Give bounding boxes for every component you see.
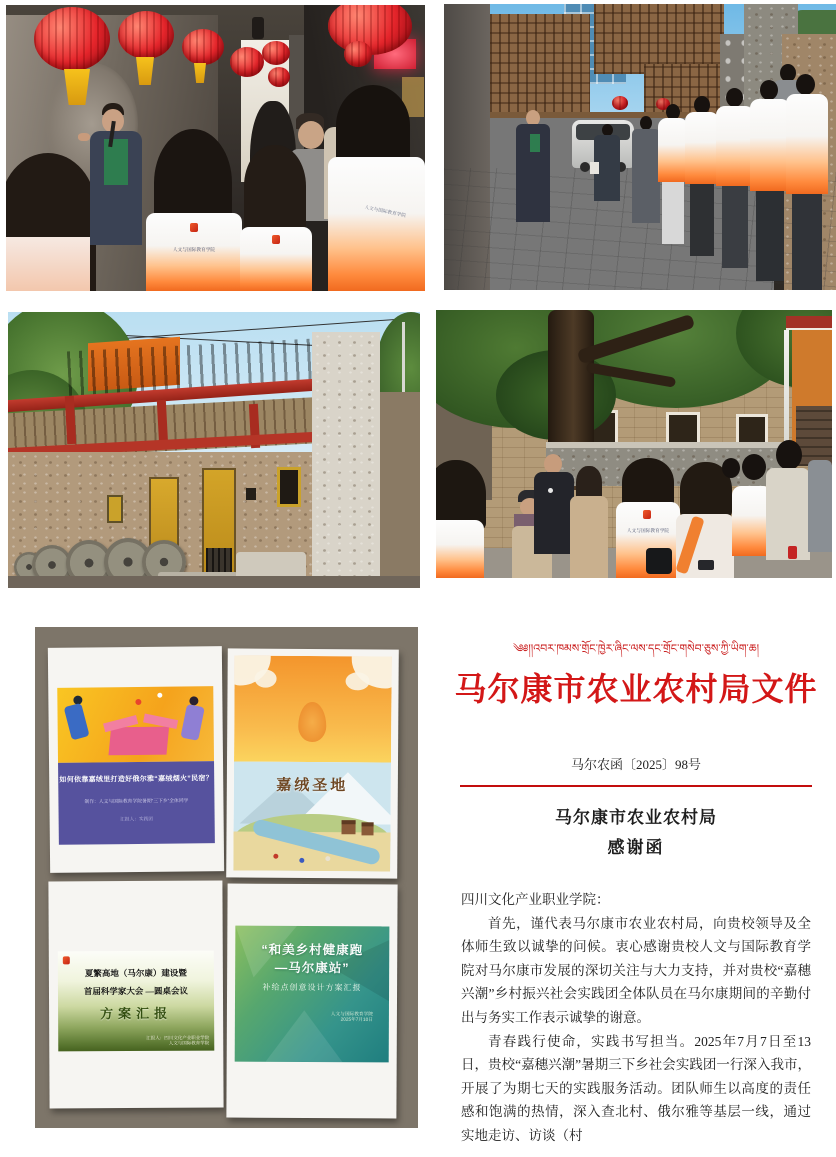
poster-subtitle: 制作：人文与国际教育学院暑期“三下乡”全体同学: [84, 798, 189, 805]
letter-body: [461, 888, 811, 1148]
man-head: [776, 440, 802, 470]
poster-title: 嘉绒圣地: [276, 777, 349, 795]
slide-byline2: 2025年7月10日: [340, 1017, 373, 1023]
document-number: 马尔农函〔2025〕98号: [570, 757, 701, 772]
red-lantern: [344, 41, 372, 67]
student-head: [760, 80, 778, 100]
person-grey: [808, 460, 832, 552]
letter-type: 感谢函: [607, 838, 665, 857]
tibetan-header: ༄༅།།འབར་ཁམས་གྲོང་ཁྱེར་ཞིང་ལས་དང་གྲོང་གསེབ་ཅུས་ཀྱི་ཡིག་ཆ།: [512, 643, 760, 655]
village-house: [361, 822, 373, 835]
poster-illustration: [57, 686, 214, 763]
poster-health-run-plan: [226, 884, 397, 1119]
tiny-figure: [325, 856, 330, 861]
cloud-ornament: [346, 672, 370, 690]
camera: [646, 548, 672, 574]
student-vest: [750, 99, 790, 191]
villager-head: [640, 116, 652, 130]
slide-title-line1: 夏繁高地（马尔康）建设暨: [84, 967, 187, 979]
village-house: [342, 820, 356, 834]
person-vest-shoulder: [6, 237, 90, 291]
wooden-balcony: [490, 14, 590, 114]
photo-poster-wall: [35, 627, 418, 1128]
poster-sheet: [233, 655, 391, 871]
student-vest: [436, 520, 484, 578]
van-wheel: [580, 162, 590, 172]
old-street-lamp: [252, 17, 264, 39]
paper-in-hand: [590, 162, 599, 174]
confetti: [135, 699, 141, 705]
slide-bylines: [331, 1012, 373, 1023]
photo-tree-interview: [436, 310, 832, 578]
red-cup: [788, 546, 797, 559]
woman-tan-coat: [570, 496, 608, 578]
slide-title-line1: “和美乡村健康跑: [261, 942, 364, 958]
confetti: [157, 693, 162, 698]
letter-org: 马尔康市农业农村局: [555, 808, 717, 827]
red-lantern: [612, 96, 628, 110]
slide-byline1: 人文与国际教育学院: [330, 1012, 373, 1017]
student-trousers: [792, 194, 822, 290]
guide-green-shirt: [530, 134, 540, 152]
poster-title: 如何依靠嘉绒里打造好俄尔雅“嘉绒烟火”民宿？: [59, 775, 214, 784]
cloud-ornament: [255, 670, 277, 688]
student-vest: [658, 118, 688, 182]
official-letter: [440, 642, 832, 1148]
student-head: [726, 88, 743, 107]
wooden-balcony: [644, 64, 724, 118]
side-building: [380, 392, 420, 578]
villager-body: [632, 129, 660, 223]
slide-title-line2: 首届科学家大会 —圆桌会议: [83, 985, 189, 997]
orange-sky: [234, 655, 392, 762]
slide-byline1: 汇报人：四川文化产业职业学院: [146, 1036, 210, 1041]
slide-green: [58, 951, 215, 1052]
student-trousers: [662, 182, 684, 244]
red-lantern: [262, 41, 290, 65]
student-head: [722, 458, 740, 478]
man-sportswear: [534, 472, 574, 554]
small-window: [107, 495, 123, 523]
poster-byline: 汇报人：实践团: [120, 817, 154, 823]
red-divider: [460, 785, 812, 787]
student-hair: [622, 458, 674, 508]
student-vest: [685, 112, 719, 184]
student-trousers: [756, 191, 784, 281]
letter-paragraph-1: 首先，谨代表马尔康市农业农村局，向贵校领导及全体师生致以诚挚的问候。衷心感谢贵校人文与国际教育学院对马尔康市发展的深切关注与大力支持，并对贵校“嘉穗兴潮”乡村振兴社会实践团全体队员在马尔康期间的辛勤付出与务实工作表示诚挚的谢意。: [461, 915, 811, 1025]
figure-body: [180, 704, 204, 741]
sportswear-logo: [548, 488, 553, 493]
yellow-framed-window: [277, 467, 301, 507]
whitewashed-corner: [312, 332, 380, 578]
letter-salutation: 四川文化产业职业学院：: [461, 892, 610, 907]
photo-village-square: [444, 4, 836, 290]
student-vest: [716, 106, 754, 186]
wall-niche: [246, 488, 256, 500]
fence-cap: [546, 442, 786, 448]
slide-subtitle: 补给点创意设计方案汇报: [262, 982, 362, 993]
man-face: [544, 454, 562, 474]
vest-label: 人文与国际教育学院: [626, 528, 670, 534]
student-vest: [786, 94, 828, 194]
photo-lantern-street: [6, 5, 425, 291]
red-lantern: [118, 11, 174, 59]
college-emblem-icon: [63, 956, 70, 964]
red-lantern: [230, 47, 264, 77]
roof-edge: [786, 316, 832, 330]
tiny-figure: [299, 858, 304, 863]
vest-label: 人文与国际教育学院: [172, 247, 216, 253]
tiny-figure: [273, 854, 278, 859]
red-lantern: [34, 7, 110, 71]
figure-body: [64, 703, 90, 740]
slide-title-line2: —马尔康站”: [274, 960, 350, 976]
slide-title-line3: 方案汇报: [100, 1005, 173, 1022]
vest-label: 人文与国际教育学院: [363, 205, 407, 219]
student-trousers: [722, 186, 748, 268]
gift-box: [108, 727, 169, 756]
listener-face: [298, 121, 324, 149]
letter-paragraph-2: 青春践行使命，实践书写担当。2025年7月7日至13日，贵校“嘉穗兴潮”暑期三下乡社会实践团一行深入我市，开展了为期七天的实践服务活动。团队师生以高度的责任感和饱满的热情，深入查北村、俄尔雅等基层一线，通过实地走访、访谈（村: [461, 1033, 811, 1143]
poster-roundtable-plan: [48, 881, 223, 1109]
red-lantern: [182, 29, 224, 65]
flame-emblem-icon: [298, 702, 326, 742]
speaker-hand: [78, 133, 90, 141]
slide-bylines: [146, 1036, 209, 1047]
student-trousers: [690, 184, 714, 256]
poster-jiarong-holy-land: [226, 648, 399, 878]
college-emblem-icon: [643, 510, 651, 519]
ground: [8, 576, 420, 588]
student-head: [796, 74, 815, 95]
poster-minsu-plan: [48, 646, 224, 873]
red-lantern: [268, 67, 290, 87]
college-emblem-icon: [190, 223, 198, 232]
slide-byline2: 人文与国际教育学院: [168, 1041, 210, 1047]
photo-stone-house: [8, 312, 420, 588]
document-title: 马尔康市农业农村局文件: [454, 671, 818, 707]
student-vest: [328, 157, 425, 291]
student-head: [742, 454, 766, 480]
poster-title-band: [58, 761, 215, 845]
phone: [698, 560, 714, 570]
slide-polygon: [235, 926, 390, 1063]
college-emblem-icon: [272, 235, 280, 244]
